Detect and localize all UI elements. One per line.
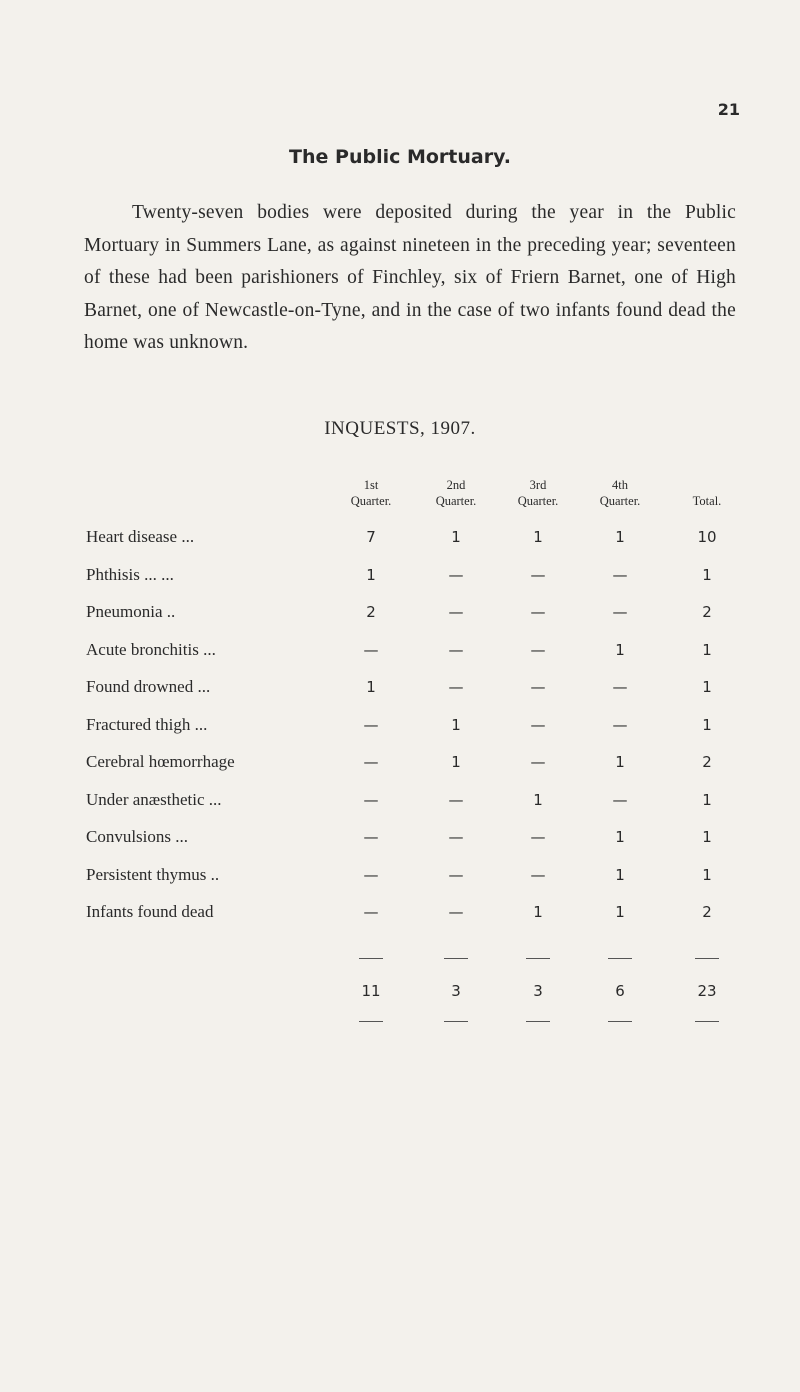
- quarter-cell: —: [448, 790, 464, 809]
- row-label: Acute bronchitis ...: [86, 639, 216, 659]
- quarter-cell: —: [530, 715, 546, 734]
- column-header-q1-bottom: Quarter.: [350, 494, 392, 508]
- quarter-cell: —: [363, 715, 379, 734]
- row-total-cell: 2: [702, 903, 712, 921]
- quarter-cell: 1: [533, 790, 543, 809]
- quarter-total-cell: 3: [533, 982, 543, 1000]
- row-label: Heart disease ...: [86, 527, 195, 546]
- quarter-cell: —: [448, 828, 464, 846]
- quarter-cell: 1: [533, 903, 543, 921]
- quarter-cell: —: [363, 790, 379, 809]
- row-total-cell: 2: [702, 753, 712, 771]
- column-header-q4-bottom: Quarter.: [599, 494, 641, 508]
- row-label: Fractured thigh ...: [86, 714, 208, 734]
- quarter-cell: —: [363, 865, 379, 884]
- table-row: [0, 602, 800, 632]
- quarter-cell: 1: [451, 528, 461, 546]
- column-header-q1: [331, 477, 411, 509]
- body-paragraph: Twenty-seven bodies were deposited during the year in the Public Mortuary in Summers Lane, as against nineteen in the preceding year; seventeen of these had been parishioners of Finchley, six of Friern Barnet, one of High Barnet, one of Newcastle-on-Tyne, and in the case of two infants found dead the home was unknown.: [84, 202, 736, 353]
- quarter-cell: —: [530, 565, 546, 584]
- table-title: INQUESTS, 1907.: [324, 418, 476, 439]
- row-label: Under anæsthetic ...: [86, 789, 222, 809]
- sum-rule-upper: [526, 958, 550, 959]
- sum-rule-upper: [695, 958, 719, 959]
- quarter-cell: 1: [615, 903, 625, 921]
- quarter-cell: 1: [366, 678, 376, 696]
- sum-rule-upper: [359, 958, 383, 959]
- sum-rule-lower: [526, 1021, 550, 1022]
- quarter-cell: —: [612, 790, 628, 809]
- row-label: Persistent thymus ..: [86, 864, 220, 884]
- quarter-cell: —: [530, 678, 546, 696]
- table-row: [0, 752, 800, 782]
- row-total-cell: 1: [702, 565, 712, 584]
- table-row: [0, 565, 800, 595]
- row-total-cell: 1: [702, 678, 712, 696]
- table-row: [0, 902, 800, 932]
- quarter-cell: —: [448, 565, 464, 584]
- row-total-cell: 2: [702, 603, 712, 621]
- row-label: Cerebral hœmorrhage: [86, 752, 235, 771]
- table-row: [0, 527, 800, 557]
- quarter-cell: 1: [615, 828, 625, 846]
- quarter-cell: —: [530, 640, 546, 659]
- quarter-cell: —: [612, 603, 628, 621]
- row-total-cell: 1: [702, 640, 712, 659]
- table-row: [0, 677, 800, 707]
- column-header-q1-top: 1st: [363, 478, 379, 492]
- quarter-cell: 1: [451, 753, 461, 771]
- row-total-cell: 10: [697, 528, 717, 546]
- column-header-total: Total.: [692, 494, 722, 508]
- quarter-cell: —: [363, 753, 379, 771]
- quarter-total-cell: 11: [361, 982, 381, 1000]
- quarter-cell: —: [448, 903, 464, 921]
- row-label: Phthisis ... ...: [86, 564, 174, 584]
- quarter-cell: 1: [533, 528, 543, 546]
- grand-total-cell: 23: [697, 982, 717, 1000]
- quarter-cell: —: [530, 865, 546, 884]
- quarter-cell: —: [612, 715, 628, 734]
- column-header-q2-top: 2nd: [446, 478, 466, 492]
- sum-rule-upper: [608, 958, 632, 959]
- quarter-cell: 1: [615, 528, 625, 546]
- quarter-cell: —: [448, 678, 464, 696]
- column-header-q4: [580, 477, 660, 509]
- quarter-cell: —: [363, 640, 379, 659]
- column-header-q3: [498, 477, 578, 509]
- quarter-total-cell: 3: [451, 982, 461, 1000]
- quarter-cell: 1: [451, 715, 461, 734]
- row-label: Infants found dead: [86, 902, 214, 921]
- row-label: Found drowned ...: [86, 677, 211, 696]
- quarter-cell: —: [448, 640, 464, 659]
- column-header-q3-bottom: Quarter.: [517, 494, 559, 508]
- row-total-cell: 1: [702, 715, 712, 734]
- quarter-cell: —: [612, 565, 628, 584]
- quarter-cell: 2: [366, 603, 376, 621]
- sum-rule-upper: [444, 958, 468, 959]
- quarter-cell: 1: [615, 753, 625, 771]
- row-total-cell: 1: [702, 790, 712, 809]
- sum-rule-lower: [444, 1021, 468, 1022]
- quarter-cell: 1: [615, 865, 625, 884]
- sum-rule-lower: [608, 1021, 632, 1022]
- quarter-cell: 1: [366, 565, 376, 584]
- sum-rule-lower: [359, 1021, 383, 1022]
- table-row: [0, 640, 800, 670]
- quarter-cell: —: [530, 603, 546, 621]
- table-row: [0, 827, 800, 857]
- quarter-cell: 7: [366, 528, 376, 546]
- sum-rule-lower: [695, 1021, 719, 1022]
- quarter-cell: —: [530, 753, 546, 771]
- totals-row: [0, 981, 800, 1011]
- quarter-cell: —: [363, 903, 379, 921]
- quarter-cell: —: [448, 603, 464, 621]
- table-row: [0, 865, 800, 895]
- table-row: [0, 790, 800, 820]
- quarter-cell: —: [363, 828, 379, 846]
- quarter-cell: 1: [615, 640, 625, 659]
- quarter-cell: —: [612, 678, 628, 696]
- column-header-q2: [416, 477, 496, 509]
- row-label: Convulsions ...: [86, 827, 189, 846]
- page-title: The Public Mortuary.: [289, 146, 511, 168]
- row-total-cell: 1: [702, 865, 712, 884]
- column-header-q4-top: 4th: [612, 478, 628, 492]
- column-header-q3-top: 3rd: [529, 478, 547, 492]
- quarter-cell: —: [530, 828, 546, 846]
- quarter-cell: —: [448, 865, 464, 884]
- page-number: 21: [717, 100, 740, 119]
- column-header-q2-bottom: Quarter.: [435, 494, 477, 508]
- row-label: Pneumonia ..: [86, 602, 176, 621]
- quarter-total-cell: 6: [615, 982, 625, 1000]
- row-total-cell: 1: [702, 828, 712, 846]
- table-row: [0, 715, 800, 745]
